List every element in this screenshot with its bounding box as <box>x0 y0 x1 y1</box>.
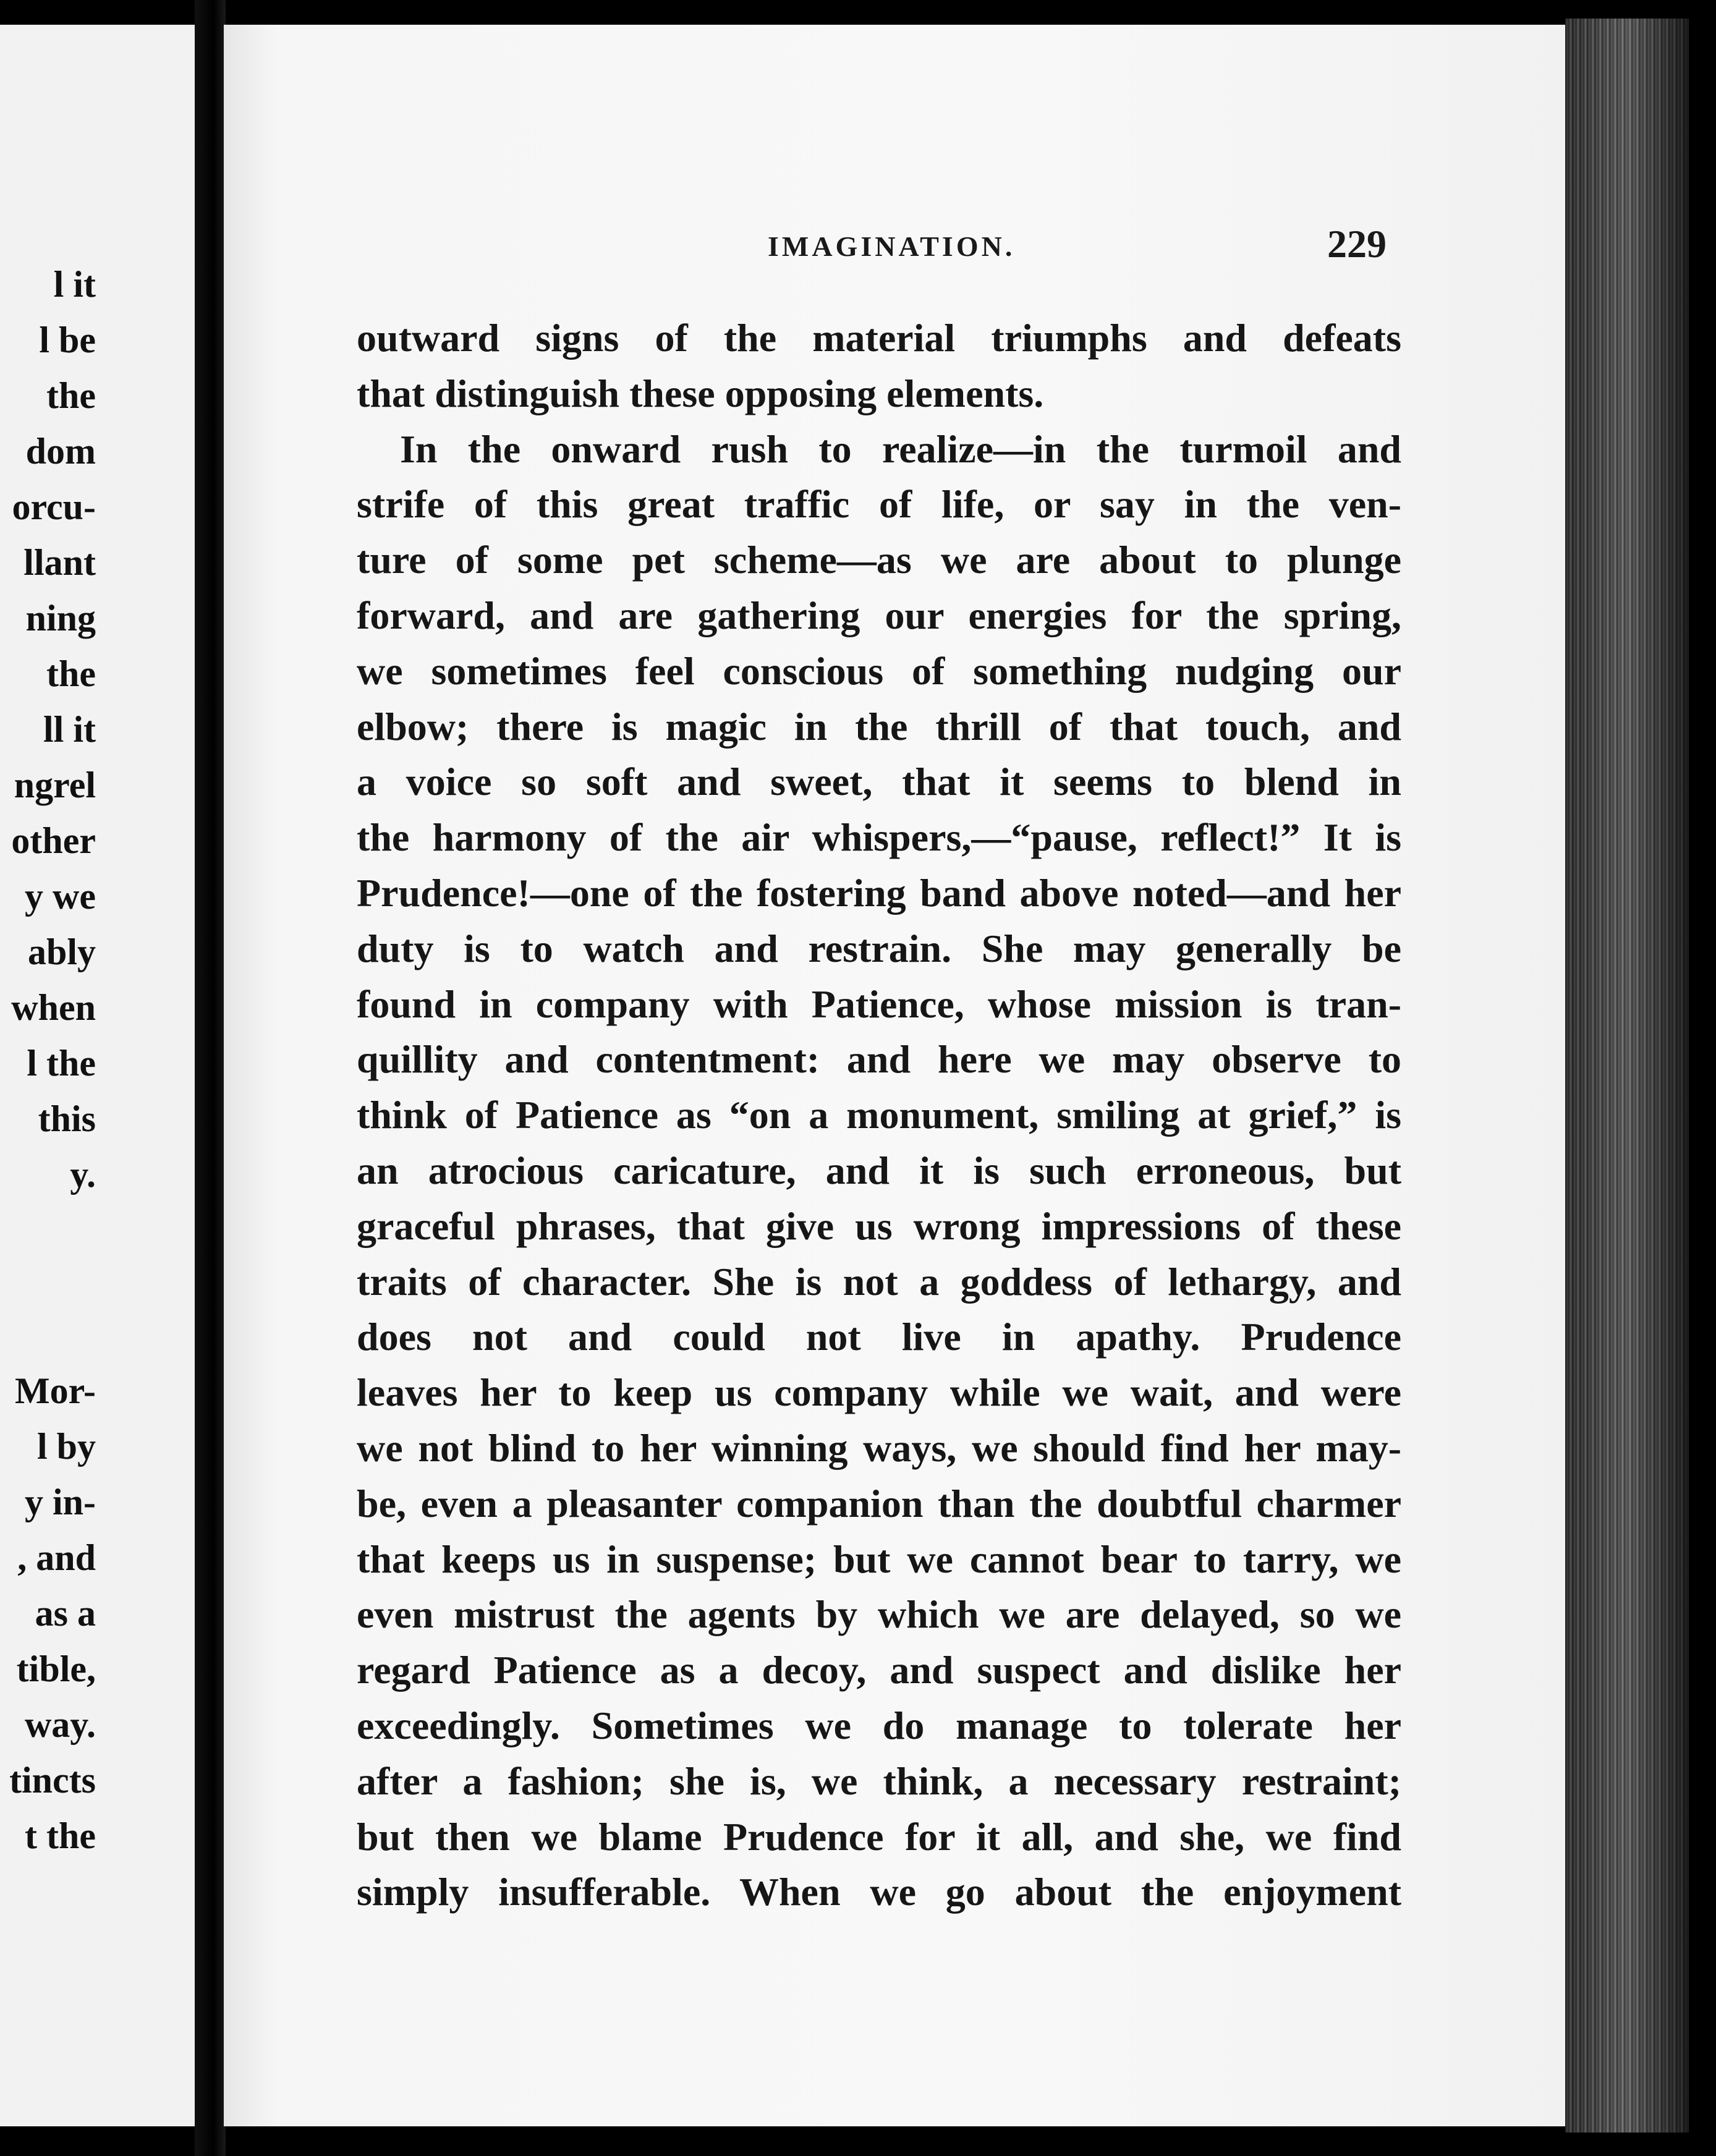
text-line: but then we blame Prudence for it all, and she, we find <box>357 1814 1401 1859</box>
left-page-fragment: y we <box>25 876 96 917</box>
text-line: quillity and contentment: and here we may observe to <box>357 1037 1401 1082</box>
text-line: regard Patience as a decoy, and suspect and dislike her <box>357 1648 1401 1692</box>
left-page-fragment: the <box>46 653 96 694</box>
text-line: an atrocious caricature, and it is such erroneous, but <box>357 1148 1401 1192</box>
left-page-fragment: y in- <box>24 1482 96 1522</box>
left-page-fragment: l the <box>27 1043 96 1084</box>
left-page-fragment: other <box>11 820 96 861</box>
text-line: duty is to watch and restrain. She may generally be <box>357 926 1401 970</box>
text-line: a voice so soft and sweet, that it seems to blend in <box>357 760 1401 804</box>
text-line: the harmony of the air whispers,—“pause, reflect!” It is <box>357 815 1401 860</box>
left-page-fragment: llant <box>23 542 96 583</box>
left-page-fragment: tible, <box>16 1649 96 1689</box>
text-line: think of Patience as “on a monument, smiling at grief,” is <box>357 1093 1401 1137</box>
left-page-fragment: tincts <box>9 1760 96 1801</box>
text-line: leaves her to keep us company while we wait, and were <box>357 1370 1401 1415</box>
text-line: elbow; there is magic in the thrill of that touch, and <box>357 704 1401 749</box>
text-line: forward, and are gathering our energies for the spring, <box>357 593 1401 637</box>
text-line: does not and could not live in apathy. Prudence <box>357 1315 1401 1359</box>
left-page-fragment: t the <box>25 1815 96 1856</box>
page-number: 229 <box>1327 222 1387 266</box>
page-edges <box>1565 19 1689 2133</box>
left-page-fragment: this <box>38 1098 96 1139</box>
left-page-fragment: Mor- <box>14 1370 96 1411</box>
text-line: that keeps us in suspense; but we cannot bear to tarry, we <box>357 1537 1401 1581</box>
left-page-fragment: l by <box>36 1426 96 1467</box>
running-title: IMAGINATION. <box>768 231 1016 262</box>
left-page-fragment: orcu- <box>12 486 96 527</box>
body-text <box>357 310 1401 1920</box>
left-page-fragment: y. <box>70 1154 96 1195</box>
text-line: Prudence!—one of the fostering band above noted—and her <box>357 870 1401 915</box>
left-page-fragment: , and <box>17 1537 96 1578</box>
left-page-fragment: ngrel <box>14 765 96 805</box>
left-page-fragment: the <box>46 375 96 416</box>
text-line: traits of character. She is not a goddess of lethargy, and <box>357 1259 1401 1304</box>
left-page-fragment: ll it <box>43 709 96 750</box>
page-229 <box>224 25 1565 2126</box>
text-line: ture of some pet scheme—as we are about to plunge <box>357 538 1401 582</box>
text-line: even mistrust the agents by which we are delayed, so we <box>357 1592 1401 1637</box>
left-page-fragment: when <box>11 987 96 1028</box>
text-line: outward signs of the material triumphs and defeats <box>357 316 1401 360</box>
text-line: exceedingly. Sometimes we do manage to tolerate her <box>357 1703 1401 1747</box>
text-line: we not blind to her winning ways, we should find her may- <box>357 1425 1401 1470</box>
running-head <box>224 221 1565 271</box>
text-line: we sometimes feel conscious of something nudging our <box>357 648 1401 693</box>
book-gutter <box>195 0 226 2156</box>
left-page-fragment: way. <box>24 1704 96 1745</box>
left-page-fragment: l it <box>53 264 96 305</box>
left-page-fragment: ning <box>25 598 96 639</box>
text-line: strife of this great traffic of life, or say in the ven- <box>357 482 1401 527</box>
text-line: found in company with Patience, whose mission is tran- <box>357 982 1401 1026</box>
left-page-fragment: ably <box>27 932 96 972</box>
page-edges-shade <box>1565 19 1689 2133</box>
text-line: that distinguish these opposing elements. <box>357 371 1044 415</box>
text-line: simply insufferable. When we go about the enjoyment <box>357 1870 1401 1914</box>
text-line: graceful phrases, that give us wrong impressions of these <box>357 1203 1401 1248</box>
left-facing-page <box>0 25 198 2126</box>
text-line: be, even a pleasanter companion than the doubtful charmer <box>357 1481 1401 1526</box>
left-page-fragment: dom <box>25 431 96 472</box>
left-page-fragment: as a <box>35 1593 96 1634</box>
left-page-fragment: l be <box>39 320 96 360</box>
text-line: In the onward rush to realize—in the turmoil and <box>400 427 1401 471</box>
text-line: after a fashion; she is, we think, a necessary restraint; <box>357 1759 1401 1803</box>
